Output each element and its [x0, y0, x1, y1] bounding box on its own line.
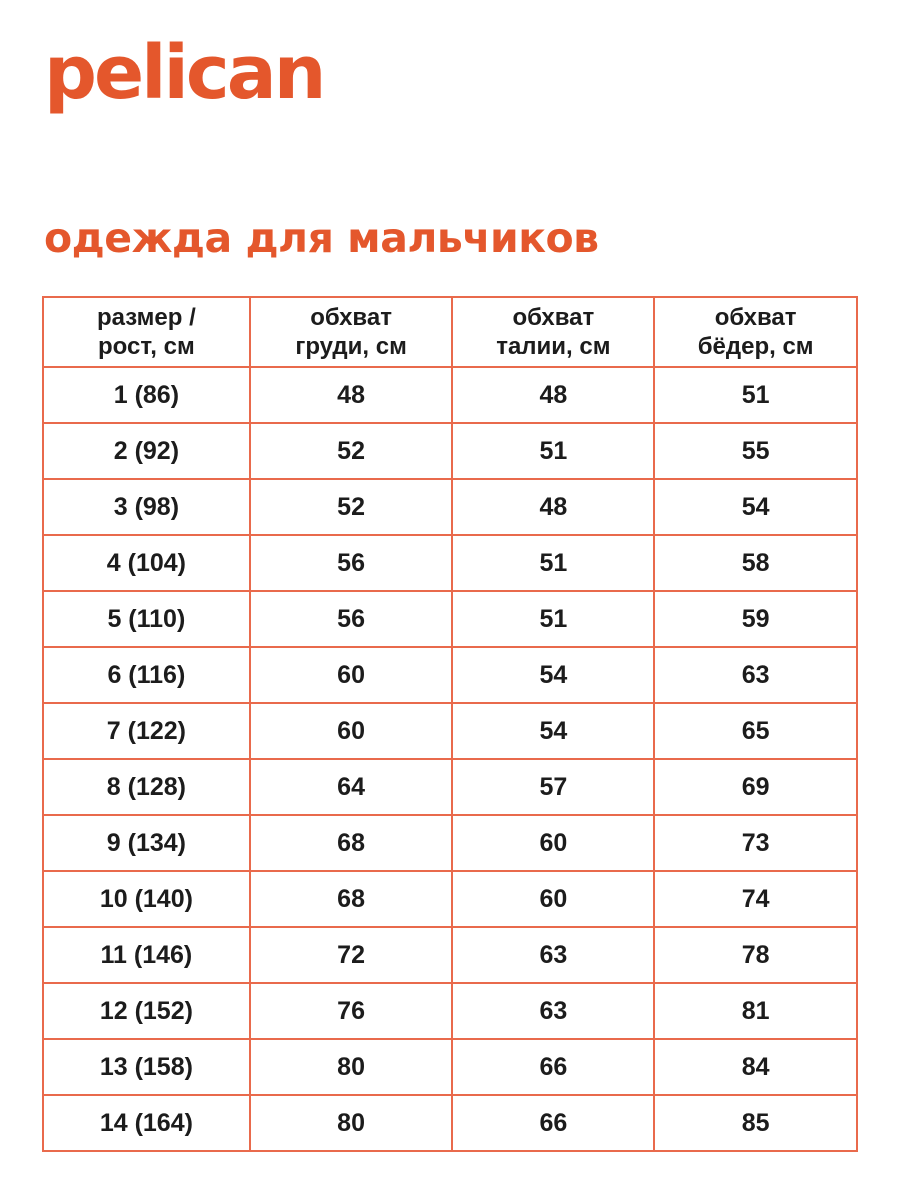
size-cell: 11 (146) — [43, 927, 250, 983]
table-row — [43, 647, 857, 703]
measurement-cell: 78 — [654, 927, 857, 983]
table-body — [43, 367, 857, 1151]
measurement-cell: 60 — [250, 703, 453, 759]
table-row — [43, 367, 857, 423]
column-header-line: груди, см — [295, 333, 407, 360]
measurement-cell: 63 — [654, 647, 857, 703]
measurement-cell: 64 — [250, 759, 453, 815]
measurement-cell: 66 — [452, 1095, 654, 1151]
column-header-line: обхват — [714, 303, 797, 331]
size-cell: 3 (98) — [43, 479, 250, 535]
page-title: одежда для мальчиков — [44, 214, 599, 262]
measurement-cell: 54 — [452, 703, 654, 759]
measurement-cell: 68 — [250, 815, 453, 871]
measurement-cell: 54 — [452, 647, 654, 703]
measurement-cell: 58 — [654, 535, 857, 591]
measurement-cell: 57 — [452, 759, 654, 815]
measurement-cell: 85 — [654, 1095, 857, 1151]
measurement-cell: 72 — [250, 927, 453, 983]
measurement-cell: 55 — [654, 423, 857, 479]
table-row — [43, 759, 857, 815]
table-row — [43, 535, 857, 591]
column-header-size — [43, 297, 250, 367]
column-header-waist — [452, 297, 654, 367]
measurement-cell: 80 — [250, 1039, 453, 1095]
measurement-cell: 51 — [452, 535, 654, 591]
table-row — [43, 703, 857, 759]
size-cell: 13 (158) — [43, 1039, 250, 1095]
pelican-logo: pelican — [44, 30, 324, 116]
size-table — [42, 296, 858, 1152]
measurement-cell: 56 — [250, 591, 453, 647]
measurement-cell: 76 — [250, 983, 453, 1039]
measurement-cell: 63 — [452, 983, 654, 1039]
measurement-cell: 52 — [250, 423, 453, 479]
table-row — [43, 983, 857, 1039]
size-cell: 10 (140) — [43, 871, 250, 927]
measurement-cell: 60 — [250, 647, 453, 703]
column-header-hips — [654, 297, 857, 367]
measurement-cell: 54 — [654, 479, 857, 535]
table-row — [43, 423, 857, 479]
measurement-cell: 63 — [452, 927, 654, 983]
table-row — [43, 815, 857, 871]
table-row — [43, 1095, 857, 1151]
measurement-cell: 80 — [250, 1095, 453, 1151]
measurement-cell: 68 — [250, 871, 453, 927]
table-row — [43, 1039, 857, 1095]
column-header-chest — [250, 297, 453, 367]
size-cell: 1 (86) — [43, 367, 250, 423]
measurement-cell: 66 — [452, 1039, 654, 1095]
column-header-line: размер / — [97, 303, 196, 331]
column-header-line: обхват — [512, 303, 595, 331]
measurement-cell: 51 — [452, 591, 654, 647]
measurement-cell: 65 — [654, 703, 857, 759]
measurement-cell: 81 — [654, 983, 857, 1039]
size-cell: 12 (152) — [43, 983, 250, 1039]
measurement-cell: 84 — [654, 1039, 857, 1095]
table-header — [43, 297, 857, 367]
table-row — [43, 591, 857, 647]
measurement-cell: 51 — [452, 423, 654, 479]
measurement-cell: 59 — [654, 591, 857, 647]
column-header-line: рост, см — [98, 333, 195, 360]
measurement-cell: 52 — [250, 479, 453, 535]
measurement-cell: 51 — [654, 367, 857, 423]
measurement-cell: 73 — [654, 815, 857, 871]
column-header-line: бёдер, см — [697, 333, 814, 360]
size-cell: 14 (164) — [43, 1095, 250, 1151]
table-row — [43, 927, 857, 983]
table-header-row — [43, 297, 857, 367]
measurement-cell: 60 — [452, 815, 654, 871]
measurement-cell: 56 — [250, 535, 453, 591]
size-cell: 9 (134) — [43, 815, 250, 871]
measurement-cell: 74 — [654, 871, 857, 927]
size-cell: 8 (128) — [43, 759, 250, 815]
size-cell: 6 (116) — [43, 647, 250, 703]
size-cell: 2 (92) — [43, 423, 250, 479]
measurement-cell: 69 — [654, 759, 857, 815]
column-header-line: талии, см — [496, 333, 611, 360]
size-cell: 5 (110) — [43, 591, 250, 647]
measurement-cell: 48 — [452, 479, 654, 535]
size-cell: 7 (122) — [43, 703, 250, 759]
measurement-cell: 60 — [452, 871, 654, 927]
table-row — [43, 479, 857, 535]
measurement-cell: 48 — [250, 367, 453, 423]
column-header-line: обхват — [310, 303, 392, 331]
measurement-cell: 48 — [452, 367, 654, 423]
size-cell: 4 (104) — [43, 535, 250, 591]
table-row — [43, 871, 857, 927]
